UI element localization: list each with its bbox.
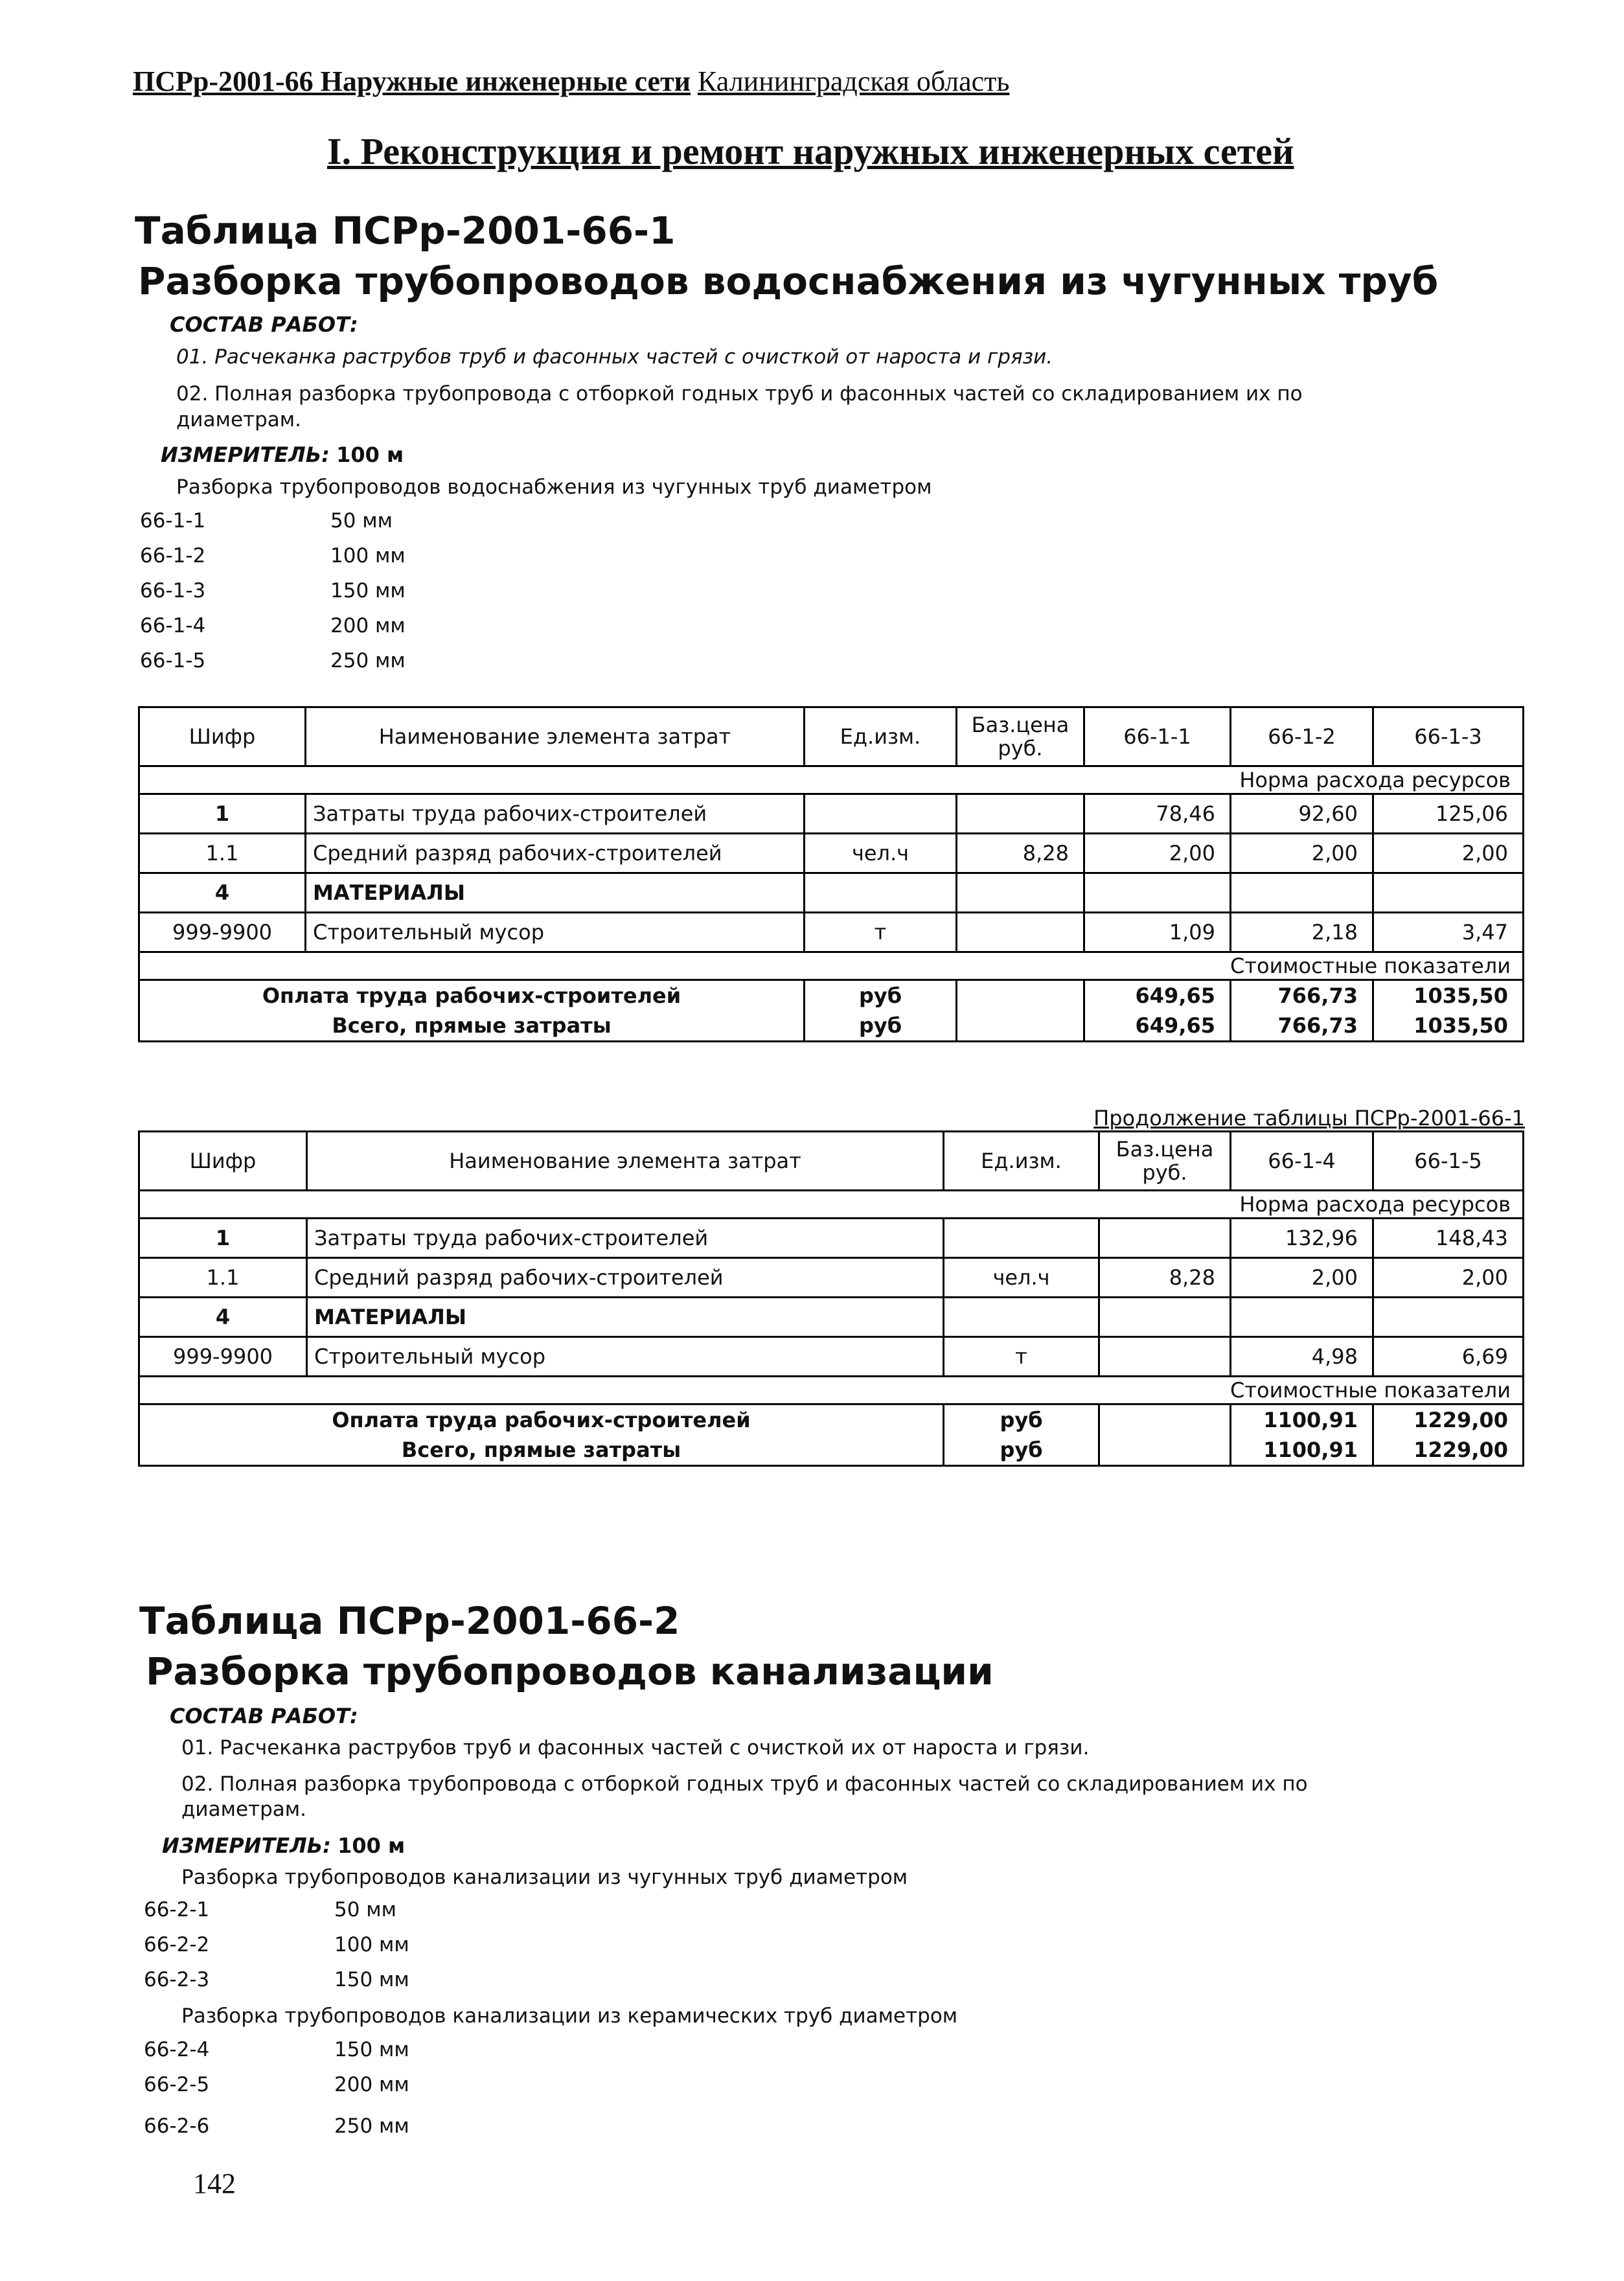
table-1-subject: Разборка трубопроводов водоснабжения из чугунных труб диаметром (176, 476, 932, 499)
total-row-price (1099, 1435, 1231, 1466)
table-row-price (1099, 1219, 1231, 1258)
norm-label: Норма расхода ресурсов (139, 766, 1524, 794)
header-code: Шифр (139, 1132, 307, 1191)
table-row-unit (805, 873, 957, 913)
total-row-value: 1035,50 (1373, 980, 1524, 1011)
table-row-value: 148,43 (1373, 1219, 1524, 1258)
table-row-code: 4 (139, 1298, 307, 1337)
header-name: Наименование элемента затрат (306, 707, 805, 766)
table-row-value: 2,00 (1373, 1258, 1524, 1298)
table-2-subject-cast: Разборка трубопроводов канализации из чугунных труб диаметром (181, 1866, 908, 1889)
table-2-code-5: 66-2-5 (144, 2073, 210, 2096)
table-row-price (957, 913, 1084, 952)
table-2-size-6: 250 мм (334, 2115, 409, 2138)
table-2-composition-label: СОСТАВ РАБОТ: (170, 1704, 358, 1728)
header-col-66-1-3: 66-1-3 (1373, 707, 1524, 766)
resource-table-1a (138, 706, 1524, 1042)
table-row-value (1084, 873, 1231, 913)
table-row-name: Средний разряд рабочих-строителей (307, 1258, 944, 1298)
table-1-code-2: 66-1-2 (140, 544, 206, 567)
table-row-code: 1.1 (139, 1258, 307, 1298)
total-row-price (1099, 1404, 1231, 1436)
table-2-meter-value: 100 м (337, 1833, 406, 1858)
cost-label: Стоимостные показатели (139, 952, 1524, 980)
table-1-title: Разборка трубопроводов водоснабжения из чугунных труб (138, 259, 1439, 303)
total-row-price (957, 1011, 1084, 1042)
table-row-value (1373, 1298, 1524, 1337)
table-row-code: 4 (139, 873, 306, 913)
table-1-meter (161, 442, 404, 467)
table-row-unit: т (805, 913, 957, 952)
table-row-unit: т (944, 1337, 1099, 1377)
table-2-title: Разборка трубопроводов канализации (146, 1649, 994, 1693)
norm-label: Норма расхода ресурсов (139, 1191, 1524, 1219)
table-row-price (1099, 1298, 1231, 1337)
table-row-value: 92,60 (1231, 794, 1373, 834)
table-1-size-4: 200 мм (330, 614, 406, 637)
table-row-code: 1 (139, 1219, 307, 1258)
table-1-work-item-1: 01. Расчеканка раструбов труб и фасонных частей с очисткой от нароста и грязи. (176, 345, 1053, 369)
table-row-unit (944, 1298, 1099, 1337)
table-row-price (957, 873, 1084, 913)
table-row-value: 2,00 (1231, 834, 1373, 873)
table-2-size-4: 150 мм (334, 2038, 409, 2061)
table-row-name: МАТЕРИАЛЫ (306, 873, 805, 913)
section-title: I. Реконструкция и ремонт наружных инженерных сетей (327, 130, 1294, 172)
header-base-price: Баз.цена руб. (957, 707, 1084, 766)
table-row-unit: чел.ч (944, 1258, 1099, 1298)
table-2-code-1: 66-2-1 (144, 1898, 210, 1921)
continuation-label: Продолжение таблицы ПСРр-2001-66-1 (1093, 1106, 1525, 1130)
header-col-66-1-1: 66-1-1 (1084, 707, 1231, 766)
table-2-size-1: 50 мм (334, 1898, 397, 1921)
total-row-name: Всего, прямые затраты (139, 1011, 805, 1042)
table-2-code-6: 66-2-6 (144, 2115, 210, 2138)
total-row-value: 766,73 (1231, 1011, 1373, 1042)
total-row-value: 649,65 (1084, 1011, 1231, 1042)
table-1-meter-label: ИЗМЕРИТЕЛЬ: (161, 442, 330, 467)
table-2-work-item-2: 02. Полная разборка трубопровода с отборкой годных труб и фасонных частей со складированием их по (181, 1772, 1308, 1796)
table-2-code-4: 66-2-4 (144, 2038, 210, 2061)
table-2-work-item-2-cont: диаметрам. (181, 1798, 307, 1821)
total-row-name: Оплата труда рабочих-строителей (139, 980, 805, 1011)
total-row-price (957, 980, 1084, 1011)
header-col-66-1-4: 66-1-4 (1231, 1132, 1373, 1191)
table-2-meter-label: ИЗМЕРИТЕЛЬ: (162, 1833, 331, 1858)
table-row-name: Строительный мусор (306, 913, 805, 952)
table-row-unit (805, 794, 957, 834)
header-unit: Ед.изм. (805, 707, 957, 766)
total-row-name: Оплата труда рабочих-строителей (139, 1404, 944, 1436)
table-row-value: 125,06 (1373, 794, 1524, 834)
table-row-name: Средний разряд рабочих-строителей (306, 834, 805, 873)
table-row-price (1099, 1337, 1231, 1377)
header-unit: Ед.изм. (944, 1132, 1099, 1191)
table-1-code-5: 66-1-5 (140, 649, 206, 672)
table-2-subject-ceramic: Разборка трубопроводов канализации из керамических труб диаметром (181, 2004, 958, 2028)
total-row-unit: руб (805, 980, 957, 1011)
table-row-value (1231, 873, 1373, 913)
total-row-value: 1229,00 (1373, 1404, 1524, 1436)
total-row-value: 1100,91 (1231, 1435, 1373, 1466)
table-2-size-2: 100 мм (334, 1933, 409, 1956)
table-2-size-3: 150 мм (334, 1968, 409, 1991)
running-header (133, 65, 1009, 98)
header-col-66-1-5: 66-1-5 (1373, 1132, 1524, 1191)
table-1-code-1: 66-1-1 (140, 509, 206, 533)
table-row-price: 8,28 (1099, 1258, 1231, 1298)
table-1-composition-label: СОСТАВ РАБОТ: (170, 312, 358, 337)
total-row-name: Всего, прямые затраты (139, 1435, 944, 1466)
table-row-unit (944, 1219, 1099, 1258)
table-row-name: Строительный мусор (307, 1337, 944, 1377)
total-row-unit: руб (944, 1404, 1099, 1436)
table-1-code-3: 66-1-3 (140, 579, 206, 602)
total-row-value: 1229,00 (1373, 1435, 1524, 1466)
table-row-name: Затраты труда рабочих-строителей (307, 1219, 944, 1258)
page-number: 142 (193, 2168, 236, 2199)
total-row-value: 1100,91 (1231, 1404, 1373, 1436)
header-name: Наименование элемента затрат (307, 1132, 944, 1191)
table-row-value: 4,98 (1231, 1337, 1373, 1377)
table-row-value: 3,47 (1373, 913, 1524, 952)
header-col-66-1-2: 66-1-2 (1231, 707, 1373, 766)
table-row-name: МАТЕРИАЛЫ (307, 1298, 944, 1337)
table-row-value: 2,00 (1084, 834, 1231, 873)
total-row-value: 1035,50 (1373, 1011, 1524, 1042)
total-row-value: 766,73 (1231, 980, 1373, 1011)
table-row-name: Затраты труда рабочих-строителей (306, 794, 805, 834)
table-row-value: 2,18 (1231, 913, 1373, 952)
table-row-code: 1 (139, 794, 306, 834)
total-row-value: 649,65 (1084, 980, 1231, 1011)
table-row-value: 2,00 (1373, 834, 1524, 873)
resource-table-1b (138, 1130, 1524, 1467)
running-header-title: ПСРр-2001-66 Наружные инженерные сети (133, 65, 691, 97)
table-row-value: 132,96 (1231, 1219, 1373, 1258)
table-row-code: 999-9900 (139, 913, 306, 952)
header-base-price: Баз.цена руб. (1099, 1132, 1231, 1191)
table-2-meter (162, 1833, 405, 1858)
running-header-region: Калининградская область (698, 65, 1010, 97)
cost-label: Стоимостные показатели (139, 1377, 1524, 1404)
table-2-size-5: 200 мм (334, 2073, 409, 2096)
table-1-size-1: 50 мм (330, 509, 393, 533)
table-row-price (957, 794, 1084, 834)
table-2-code-3: 66-2-3 (144, 1968, 210, 1991)
total-row-unit: руб (805, 1011, 957, 1042)
table-row-value: 6,69 (1373, 1337, 1524, 1377)
table-2-work-item-1: 01. Расчеканка раструбов труб и фасонных частей с очисткой их от нароста и грязи. (181, 1736, 1090, 1759)
table-row-code: 999-9900 (139, 1337, 307, 1377)
table-row-value: 2,00 (1231, 1258, 1373, 1298)
table-2-code-2: 66-2-2 (144, 1933, 210, 1956)
table-1-size-5: 250 мм (330, 649, 406, 672)
table-1-meter-value: 100 м (336, 442, 404, 467)
table-row-code: 1.1 (139, 834, 306, 873)
table-2-id: Таблица ПСРр-2001-66-2 (139, 1599, 680, 1643)
table-row-value (1373, 873, 1524, 913)
total-row-unit: руб (944, 1435, 1099, 1466)
table-1-id: Таблица ПСРр-2001-66-1 (135, 209, 676, 253)
table-row-price: 8,28 (957, 834, 1084, 873)
table-1-size-2: 100 мм (330, 544, 406, 567)
table-row-unit: чел.ч (805, 834, 957, 873)
table-row-value (1231, 1298, 1373, 1337)
table-1-work-item-2: 02. Полная разборка трубопровода с отборкой годных труб и фасонных частей со складированием их по (176, 382, 1303, 406)
table-1-size-3: 150 мм (330, 579, 406, 602)
table-1-work-item-2-cont: диаметрам. (176, 408, 302, 431)
table-1-code-4: 66-1-4 (140, 614, 206, 637)
header-code: Шифр (139, 707, 306, 766)
table-row-value: 78,46 (1084, 794, 1231, 834)
table-row-value: 1,09 (1084, 913, 1231, 952)
